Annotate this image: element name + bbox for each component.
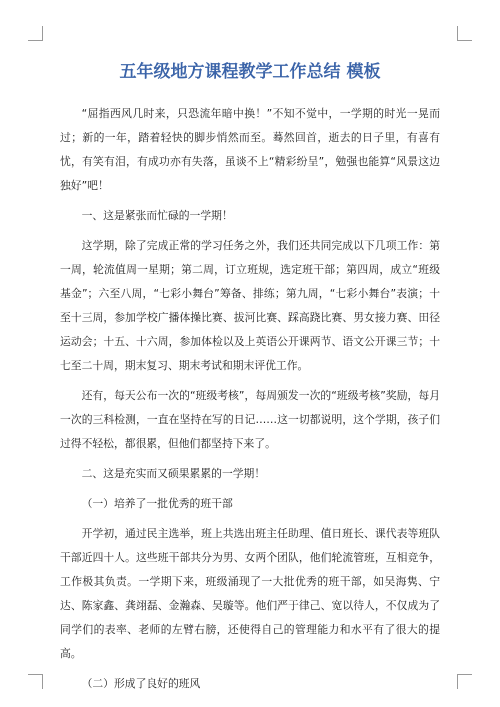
paragraph-list [60, 102, 440, 696]
section-heading: （二）形成了良好的班风 [81, 677, 201, 690]
body-paragraph: 开学初，通过民主选举，班上共选出班主任助理、值日班长、课代表等班队干部近四十人。这些班干部共分为男、女两个团队，他们轮流管班，互相竞争，工作极其负责。一学期下来，班级涌现了一大批优秀的班干部，如吴海隽、宁达、陈家鑫、龚翊磊、金瀚森、吴璇等。他们严于律己、宽以待人，不仅成为了同学们的表率、老师的左臂右膀，还使得自己的管理能力和水平有了很大的提高。 [60, 527, 440, 660]
body-paragraph: “屈指西风几时来，只恐流年暗中换！”不知不觉中，一学期的时光一晃而过；新的一年，踏着轻快的脚步悄然而至。蓦然回首，逝去的日子里，有喜有忧，有笑有泪，有成功亦有失落，虽谈不上“精彩纷呈”，勉强也能算“风景这边独好”吧！ [60, 107, 440, 192]
document-body [60, 60, 440, 702]
section-heading: 二、这是充实而又硕果累累的一学期！ [81, 467, 266, 480]
crop-mark-bottom-left [28, 674, 43, 689]
crop-mark-bottom-right [457, 674, 472, 689]
crop-mark-top-left [28, 26, 43, 41]
body-paragraph: 这学期，除了完成正常的学习任务之外，我们还共同完成以下几项工作：第一周，轮流值周一星期；第二周，订立班规，选定班干部；第四周，成立“班级基金”；六至八周，“七彩小舞台”筹备、排练；第九周，“七彩小舞台”表演；十至十三周，参加学校广播体操比赛、拔河比赛、踩高跷比赛、男女接力赛、田径运动会；十五、十六周，参加体检以及上英语公开课两节、语文公开课三节；十七至二十周，期末复习、期末考试和期末评优工作。 [60, 239, 440, 372]
body-paragraph: 还有，每天公布一次的“班级考核”，每周颁发一次的“班级考核”奖励，每月一次的三科检测，一直在坚持在写的日记……这一切都说明，这个学期，孩子们过得不轻松，都很累，但他们都坚持下来了。 [60, 389, 440, 450]
section-heading: 一、这是紧张而忙碌的一学期！ [81, 209, 233, 222]
document-title: 五年级地方课程教学工作总结 模板 [119, 62, 381, 82]
section-heading: （一）培养了一批优秀的班干部 [81, 497, 233, 510]
crop-mark-top-right [457, 26, 472, 41]
